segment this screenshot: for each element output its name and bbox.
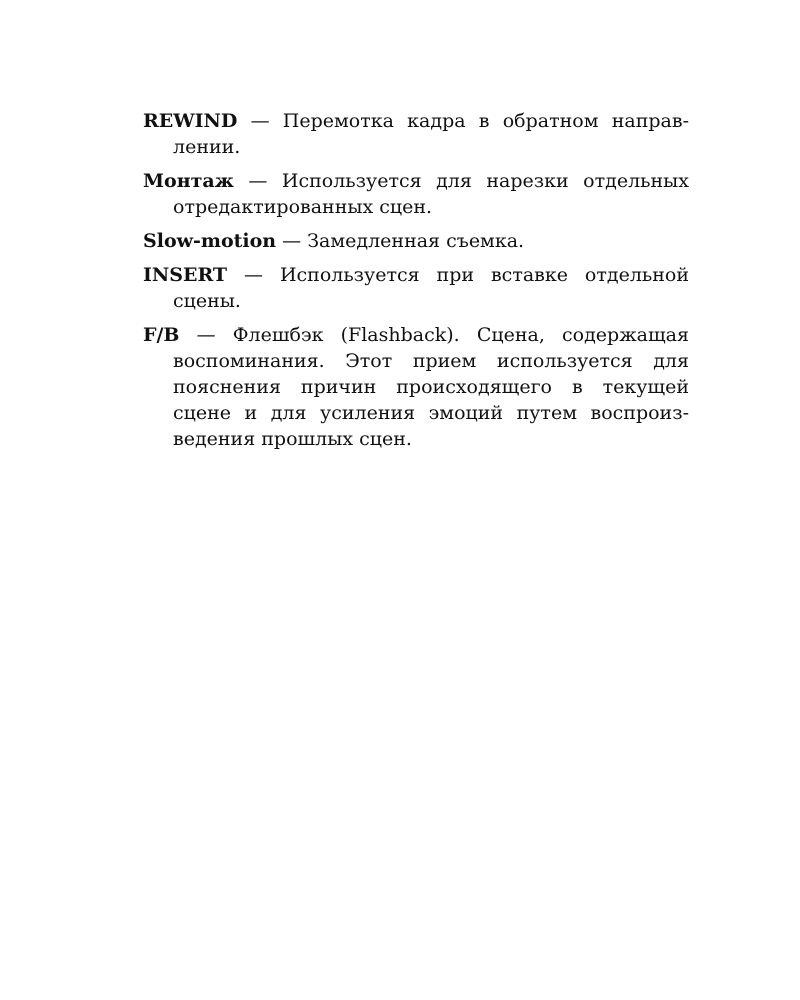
glossary-term: Монтаж <box>143 170 234 192</box>
glossary-list <box>143 108 689 460</box>
glossary-definition: — Используется для нарезки отдельных отредактированных сцен. <box>173 170 689 218</box>
glossary-term: Slow-motion <box>143 230 277 252</box>
glossary-term: F/B <box>143 324 180 346</box>
glossary-definition: — Флешбэк (Flashback). Сцена, содержащая воспоминания. Этот прием используется для пояснения причин происходящего в текущей сцене и для усиления эмоций путем воспроизведения прошлых сцен. <box>173 324 689 450</box>
glossary-term: INSERT <box>143 264 228 286</box>
glossary-definition: — Перемотка кадра в обратном направлении. <box>173 110 689 158</box>
glossary-entry-flashback <box>143 322 689 452</box>
glossary-definition: — Используется при вставке отдельной сцены. <box>173 264 689 312</box>
glossary-entry-slow-motion <box>143 228 689 254</box>
glossary-term: REWIND <box>143 110 238 132</box>
glossary-definition: — Замедленная съемка. <box>276 230 525 252</box>
glossary-entry-insert <box>143 262 689 314</box>
glossary-entry-montage <box>143 168 689 220</box>
glossary-entry-rewind <box>143 108 689 160</box>
